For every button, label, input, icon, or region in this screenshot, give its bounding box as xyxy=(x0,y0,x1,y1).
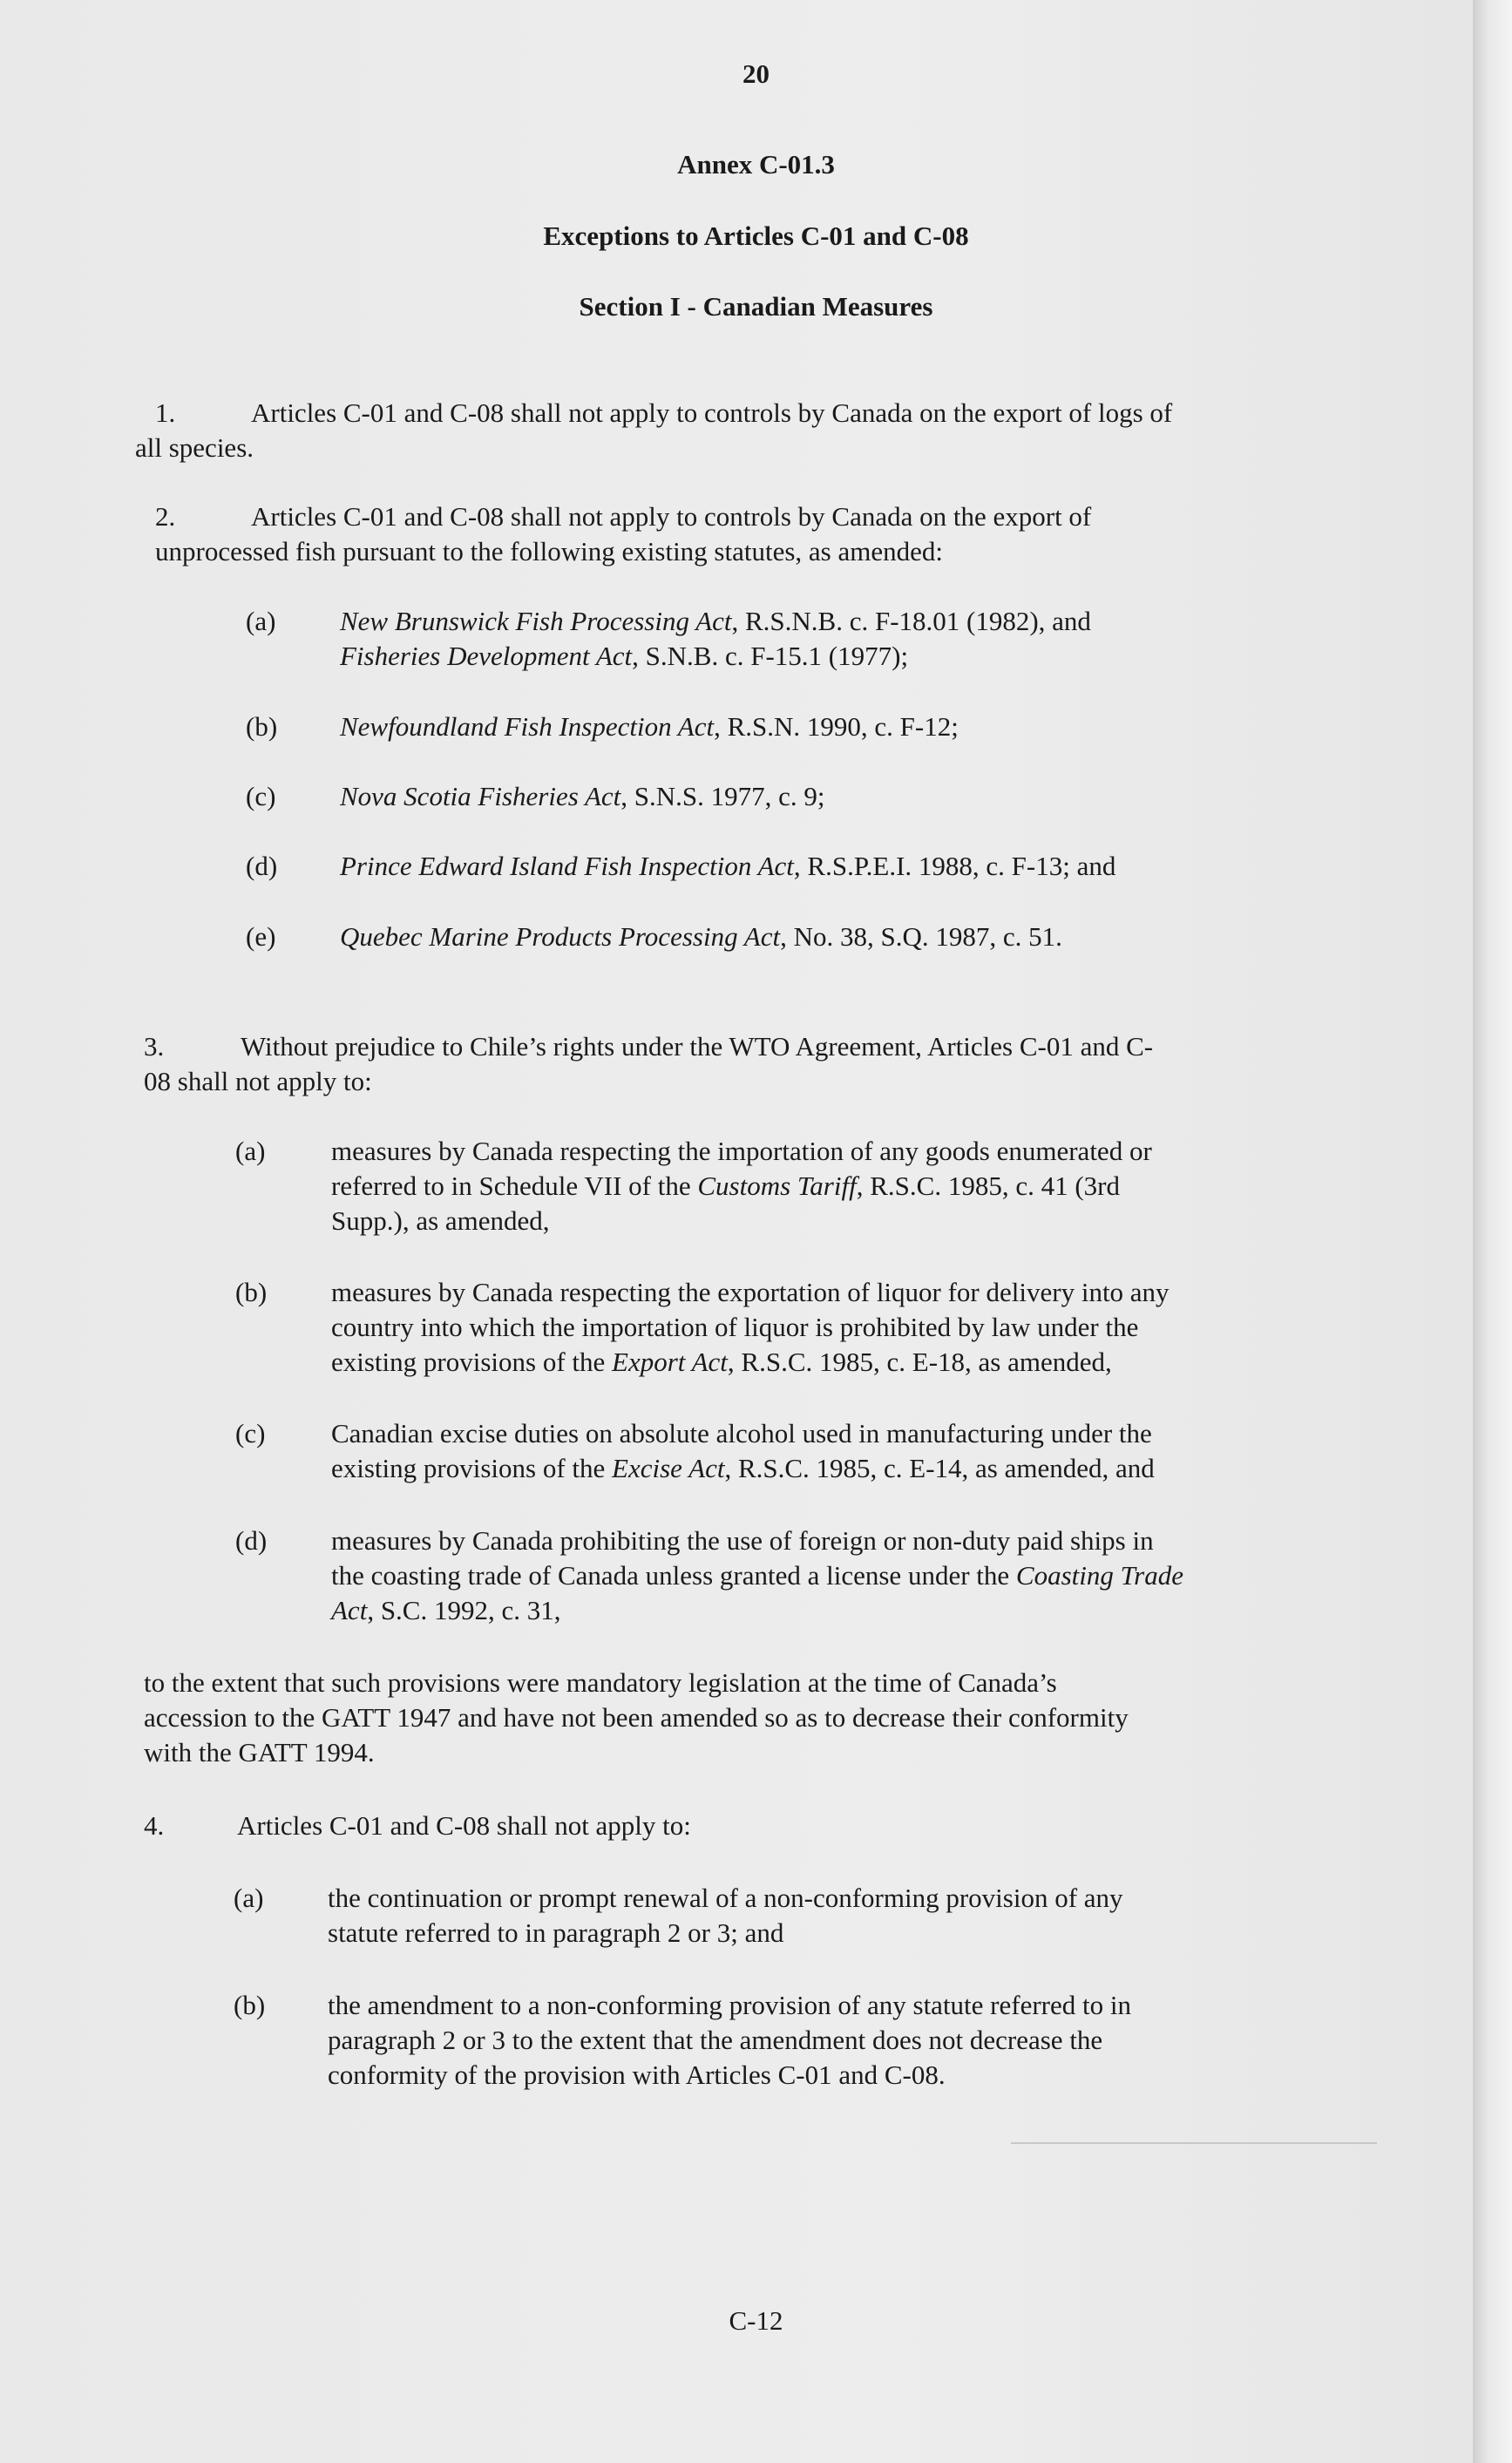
statute-title: Customs Tariff xyxy=(697,1170,857,1201)
paragraph-3-number: 3. xyxy=(144,1031,165,1062)
statute-title: Newfoundland Fish Inspection Act xyxy=(340,711,715,742)
statute-title: New Brunswick Fish Processing Act xyxy=(340,606,732,636)
list-item-text: Quebec Marine Products Processing Act, No. 38, S.Q. 1987, c. 51. xyxy=(340,921,1062,952)
list-item-label: (e) xyxy=(246,921,276,952)
paragraph-2-line: unprocessed fish pursuant to the following existing statutes, as amended: xyxy=(155,536,943,567)
page-edge-shadow xyxy=(1473,0,1512,2463)
list-item-text: Prince Edward Island Fish Inspection Act, R.S.P.E.I. 1988, c. F-13; and xyxy=(340,851,1116,881)
paragraph-3-closing: accession to the GATT 1947 and have not been amended so as to decrease their conformity xyxy=(144,1702,1129,1733)
statute-title: Nova Scotia Fisheries Act xyxy=(340,781,621,811)
statute-title: Excise Act xyxy=(612,1453,725,1483)
list-item-label: (b) xyxy=(246,711,278,742)
list-item-text: referred to in Schedule VII of the Customs Tariff, R.S.C. 1985, c. 41 (3rd xyxy=(331,1170,1120,1201)
list-item-text: Supp.), as amended, xyxy=(331,1205,550,1236)
paragraph-3-closing: to the extent that such provisions were mandatory legislation at the time of Canada’s xyxy=(144,1667,1057,1698)
footnote-divider xyxy=(1011,2142,1377,2144)
list-item-text: measures by Canada respecting the importation of any goods enumerated or xyxy=(331,1136,1152,1166)
annex-heading: Annex C-01.3 xyxy=(677,149,835,180)
page-code: C-12 xyxy=(729,2305,783,2336)
list-item-label: (b) xyxy=(235,1277,268,1307)
section-heading: Section I - Canadian Measures xyxy=(579,291,933,322)
paragraph-4-line: Articles C-01 and C-08 shall not apply to: xyxy=(237,1810,691,1841)
list-item-text: Newfoundland Fish Inspection Act, R.S.N. 1990, c. F-12; xyxy=(340,711,959,742)
list-item-text: the amendment to a non-conforming provision of any statute referred to in xyxy=(328,1990,1131,2020)
list-item-text: statute referred to in paragraph 2 or 3; and xyxy=(328,1917,784,1948)
statute-title: Fisheries Development Act xyxy=(340,641,633,671)
statute-title: Export Act xyxy=(612,1347,728,1377)
statute-title: Coasting Trade xyxy=(1015,1560,1183,1591)
list-item-text: Fisheries Development Act, S.N.B. c. F-15.1 (1977); xyxy=(340,641,909,671)
paragraph-1-number: 1. xyxy=(155,397,176,428)
list-item-text: existing provisions of the Excise Act, R.S.C. 1985, c. E-14, as amended, and xyxy=(331,1453,1155,1483)
list-item-label: (a) xyxy=(234,1883,264,1913)
list-item-text: Canadian excise duties on absolute alcohol used in manufacturing under the xyxy=(331,1418,1152,1449)
list-item-text: country into which the importation of liquor is prohibited by law under the xyxy=(331,1312,1139,1342)
statute-title: Quebec Marine Products Processing Act xyxy=(340,921,781,952)
paragraph-1-line: Articles C-01 and C-08 shall not apply to controls by Canada on the export of logs of xyxy=(251,397,1173,428)
list-item-label: (d) xyxy=(235,1525,268,1556)
paragraph-2-number: 2. xyxy=(155,501,176,532)
statute-title: Act xyxy=(331,1595,368,1625)
list-item-text: the continuation or prompt renewal of a non-conforming provision of any xyxy=(328,1883,1123,1913)
paragraph-3-line: Without prejudice to Chile’s rights under the WTO Agreement, Articles C-01 and C- xyxy=(241,1031,1154,1062)
statute-title: Prince Edward Island Fish Inspection Act xyxy=(340,851,794,881)
list-item-text: the coasting trade of Canada unless granted a license under the Coasting Trade xyxy=(331,1560,1183,1591)
list-item-label: (a) xyxy=(246,606,276,636)
list-item-text: measures by Canada respecting the exportation of liquor for delivery into any xyxy=(331,1277,1170,1307)
list-item-label: (b) xyxy=(234,1990,266,2020)
list-item-text: paragraph 2 or 3 to the extent that the amendment does not decrease the xyxy=(328,2025,1103,2055)
document-title: Exceptions to Articles C-01 and C-08 xyxy=(543,221,969,251)
paragraph-3-closing: with the GATT 1994. xyxy=(144,1737,375,1768)
paragraph-2-line: Articles C-01 and C-08 shall not apply to controls by Canada on the export of xyxy=(251,501,1092,532)
list-item-text: existing provisions of the Export Act, R.S.C. 1985, c. E-18, as amended, xyxy=(331,1347,1112,1377)
list-item-text: measures by Canada prohibiting the use of foreign or non-duty paid ships in xyxy=(331,1525,1154,1556)
paragraph-1-line: all species. xyxy=(135,432,254,463)
list-item-text: Nova Scotia Fisheries Act, S.N.S. 1977, c. 9; xyxy=(340,781,825,811)
list-item-text: New Brunswick Fish Processing Act, R.S.N.B. c. F-18.01 (1982), and xyxy=(340,606,1091,636)
list-item-label: (a) xyxy=(235,1136,266,1166)
paragraph-4-number: 4. xyxy=(144,1810,165,1841)
list-item-label: (c) xyxy=(246,781,276,811)
page-number: 20 xyxy=(742,58,770,89)
list-item-text: conformity of the provision with Articles C-01 and C-08. xyxy=(328,2059,946,2090)
paragraph-3-line: 08 shall not apply to: xyxy=(144,1066,372,1096)
list-item-label: (c) xyxy=(235,1418,266,1449)
list-item-label: (d) xyxy=(246,851,278,881)
list-item-text: Act, S.C. 1992, c. 31, xyxy=(331,1595,561,1625)
